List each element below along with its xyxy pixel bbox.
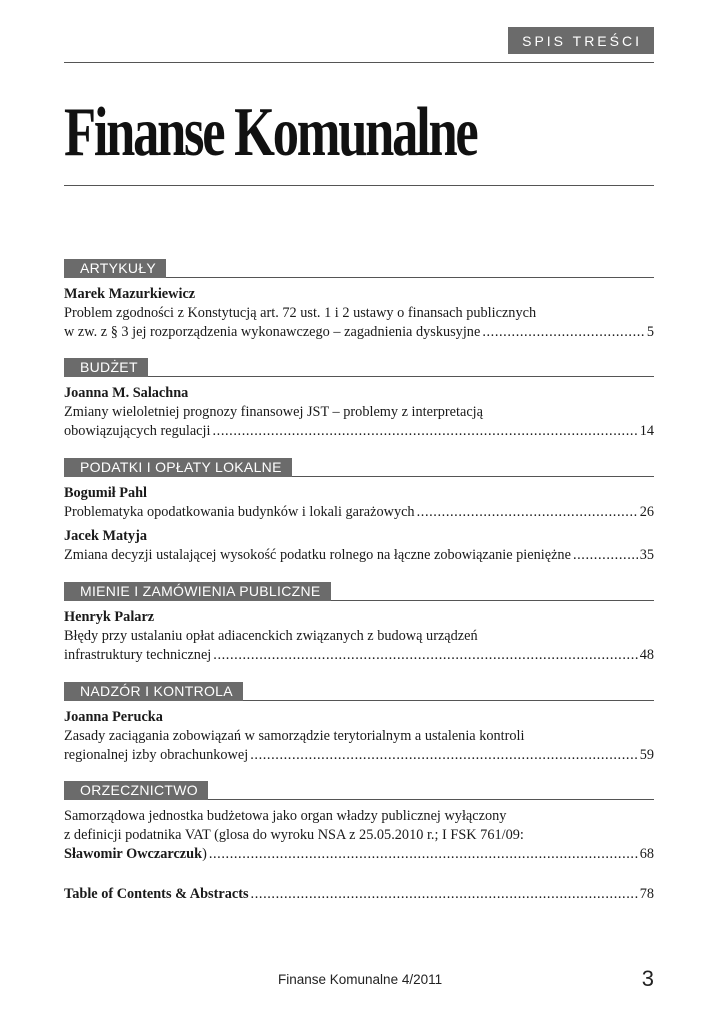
toc-entry[interactable]: [64, 708, 654, 765]
toc-page: [64, 0, 654, 1024]
section-header: [64, 780, 654, 800]
entry-title-line: z definicji podatnika VAT (glosa do wyroku NSA z 25.05.2010 r.; I FSK 761/09:: [64, 827, 524, 843]
entry-page: 78: [639, 886, 654, 902]
entry-title-line: obowiązujących regulacji: [64, 423, 211, 439]
dot-leader: [209, 845, 638, 864]
entry-title-end: ): [202, 846, 207, 862]
dot-leader: [482, 323, 645, 342]
entry-leader-line: [64, 646, 654, 665]
entry-author: Sławomir Owczarczuk: [64, 846, 203, 862]
section-mienie: [64, 581, 654, 665]
dot-leader: [417, 503, 638, 522]
entry-page: 26: [639, 504, 654, 520]
section-orzecznictwo: [64, 780, 654, 864]
entry-title-line: Problematyka opodatkowania budynków i lokali garażowych: [64, 504, 415, 520]
section-header: [64, 681, 654, 701]
toc-entry[interactable]: [64, 384, 654, 441]
dot-leader: [213, 646, 637, 665]
entry-title-line: Problem zgodności z Konstytucją art. 72 ust. 1 i 2 ustawy o finansach publicznych: [64, 305, 537, 321]
entry-author: Jacek Matyja: [64, 528, 147, 544]
entry-title-line: [64, 845, 207, 864]
section-header: [64, 357, 654, 377]
dot-leader: [250, 746, 637, 765]
entry-author: Henryk Palarz: [64, 609, 155, 625]
footer-issue: Finanse Komunalne 4/2011: [278, 972, 443, 987]
entry-author: Marek Mazurkiewicz: [64, 286, 196, 302]
section-header: [64, 581, 654, 601]
section-artykuly: [64, 258, 654, 342]
section-tag: SPIS TREŚCI: [508, 27, 654, 54]
entry-leader-line: [64, 422, 654, 441]
section-budzet: [64, 357, 654, 441]
toc-entry[interactable]: [64, 807, 654, 864]
entry-page: 35: [639, 547, 654, 563]
entry-title-line: Błędy przy ustalaniu opłat adiacenckich związanych z budową urządzeń: [64, 628, 478, 644]
entry-title-line: regionalnej izby obrachunkowej: [64, 747, 249, 763]
entry-title-line: w zw. z § 3 jej rozporządzenia wykonawczego – zagadnienia dyskusyjne: [64, 324, 481, 340]
dot-leader: [212, 422, 637, 441]
entry-title-line: Zmiany wieloletniej prognozy finansowej JST – problemy z interpretacją: [64, 404, 483, 420]
toc-abstracts-entry[interactable]: [64, 885, 654, 904]
toc-entry[interactable]: [64, 608, 654, 665]
entry-leader-line: [64, 746, 654, 765]
entry-author: Joanna M. Salachna: [64, 385, 189, 401]
entry-title-line: Zasady zaciągania zobowiązań w samorządzie terytorialnym a ustalenia kontroli: [64, 728, 525, 744]
section-header: [64, 457, 654, 477]
section-label: PODATKI I OPŁATY LOKALNE: [64, 458, 292, 477]
dot-leader: [251, 885, 638, 904]
toc-entry[interactable]: [64, 527, 654, 565]
entry-leader-line: [64, 546, 654, 565]
entry-author: Bogumił Pahl: [64, 485, 148, 501]
entry-leader-line: [64, 845, 654, 864]
top-rule: [64, 62, 654, 63]
entry-leader-line: [64, 503, 654, 522]
toc-entry[interactable]: [64, 285, 654, 342]
entry-page: 59: [639, 747, 654, 763]
entry-title-line: Samorządowa jednostka budżetowa jako organ władzy publicznej wyłączony: [64, 808, 507, 824]
entry-leader-line: [64, 323, 654, 342]
title-rule: [64, 185, 654, 186]
toc-entry: [64, 885, 654, 904]
entry-title-line: Table of Contents & Abstracts: [64, 886, 249, 902]
footer-page-number: 3: [641, 966, 654, 991]
entry-leader-line: [64, 885, 654, 904]
toc-entry[interactable]: [64, 484, 654, 522]
section-podatki: [64, 457, 654, 565]
entry-title-line: Zmiana decyzji ustalającej wysokość podatku rolnego na łączne zobowiązanie pieniężne: [64, 547, 571, 563]
entry-page: 14: [639, 423, 654, 439]
section-label: ARTYKUŁY: [64, 259, 166, 278]
section-header: [64, 258, 654, 278]
entry-page: 68: [639, 846, 654, 862]
entry-page: 5: [646, 324, 654, 340]
section-label: ORZECZNICTWO: [64, 781, 208, 800]
entry-author: Joanna Perucka: [64, 709, 163, 725]
section-label: MIENIE I ZAMÓWIENIA PUBLICZNE: [64, 582, 331, 601]
section-label: NADZÓR I KONTROLA: [64, 682, 243, 701]
journal-title: Finanse Komunalne: [64, 94, 477, 171]
entry-page: 48: [639, 647, 654, 663]
section-label: BUDŻET: [64, 358, 148, 377]
dot-leader: [573, 546, 638, 565]
section-nadzor: [64, 681, 654, 765]
entry-title-line: infrastruktury technicznej: [64, 647, 212, 663]
